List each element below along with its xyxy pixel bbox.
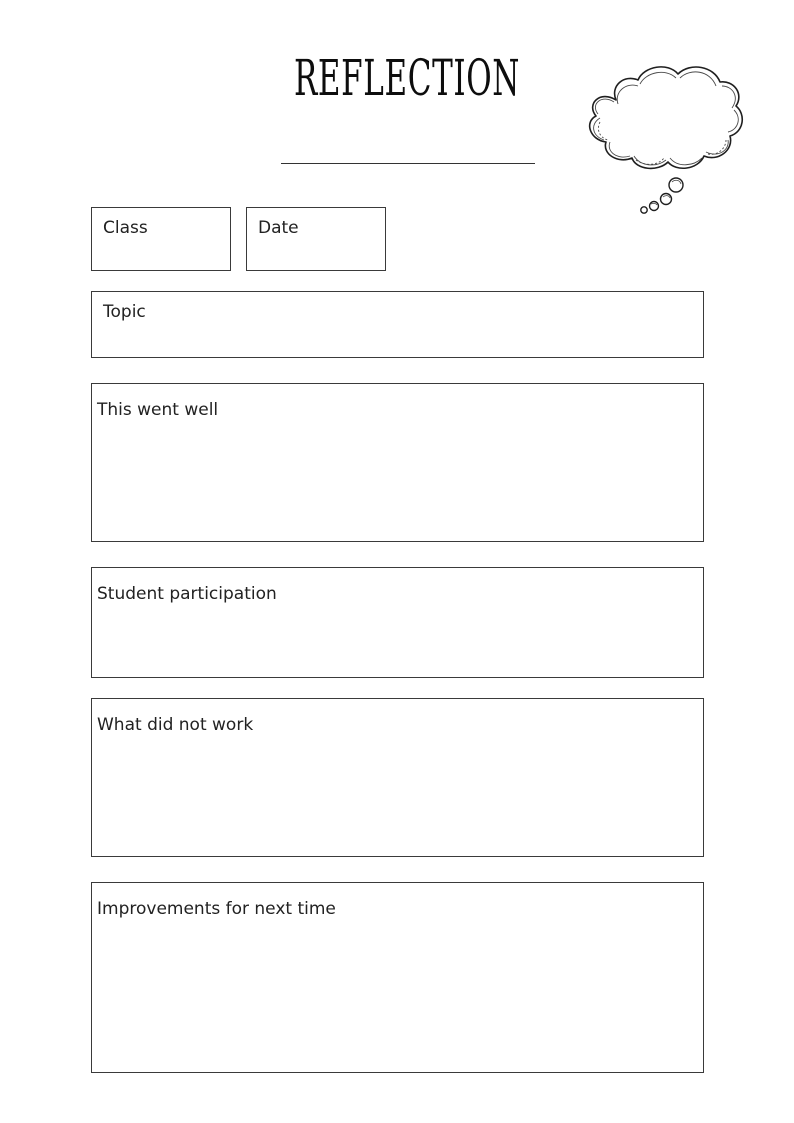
improvements-field[interactable] bbox=[91, 882, 704, 1073]
date-field[interactable] bbox=[246, 207, 386, 271]
thought-bubble-icon bbox=[580, 58, 750, 220]
participation-field[interactable] bbox=[91, 567, 704, 678]
page-title: REFLECTION bbox=[293, 49, 521, 107]
topic-label: Topic bbox=[103, 302, 146, 322]
not-work-field[interactable] bbox=[91, 698, 704, 857]
class-field[interactable] bbox=[91, 207, 231, 271]
went-well-field[interactable] bbox=[91, 383, 704, 542]
topic-field[interactable] bbox=[91, 291, 704, 358]
not-work-label: What did not work bbox=[97, 715, 254, 735]
went-well-label: This went well bbox=[97, 400, 219, 420]
improvements-label: Improvements for next time bbox=[97, 899, 336, 919]
title-underline bbox=[281, 163, 535, 164]
class-label: Class bbox=[103, 218, 148, 238]
date-label: Date bbox=[258, 218, 299, 238]
participation-label: Student participation bbox=[97, 584, 277, 604]
